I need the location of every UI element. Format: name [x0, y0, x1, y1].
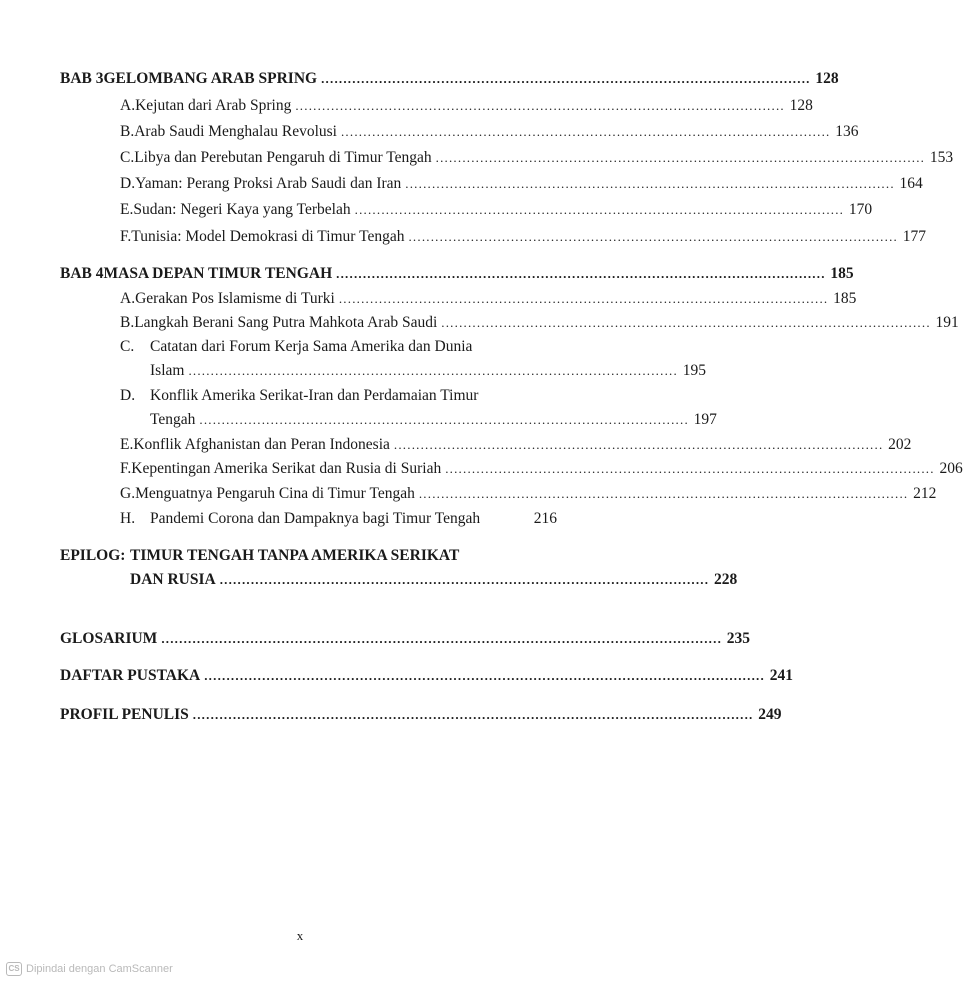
- dot-leader: ..............................................................................................................................: [204, 668, 765, 683]
- dot-leader: ..............................................................................................................................: [161, 631, 723, 646]
- item-title: Pandemi Corona dan Dampaknya bagi Timur Tengah: [150, 510, 481, 527]
- item-title: Kejutan dari Arab Spring: [135, 97, 292, 114]
- item-title-cont: Tengah: [150, 411, 196, 428]
- dot-leader: ..............................................................................................................................: [192, 707, 754, 722]
- item-title: Kepentingan Amerika Serikat dan Rusia di Suriah: [131, 460, 442, 477]
- item-title: Arab Saudi Menghalau Revolusi: [134, 123, 337, 140]
- toc-item[interactable]: [120, 96, 813, 116]
- item-letter: B.: [120, 123, 135, 140]
- item-letter: G.: [120, 485, 136, 502]
- item-letter: A.: [120, 97, 136, 114]
- item-title: Gerakan Pos Islamisme di Turki: [135, 290, 335, 307]
- toc-item-continuation[interactable]: [150, 361, 706, 381]
- chapter-label: BAB 3: [60, 70, 104, 87]
- item-letter: A.: [120, 290, 136, 307]
- toc-item[interactable]: [120, 122, 859, 142]
- page-number: 235: [726, 630, 751, 647]
- page-number: 195: [682, 362, 706, 379]
- glosarium-title: GLOSARIUM: [60, 630, 158, 647]
- daftar-pustaka-title: DAFTAR PUSTAKA: [60, 667, 201, 684]
- dot-leader: ..............................................................................................................: [405, 176, 895, 191]
- item-title: Libya dan Perebutan Pengaruh di Timur Tengah: [134, 149, 432, 166]
- dot-leader: ..............................................................................................................: [336, 266, 826, 281]
- toc-item[interactable]: [120, 227, 926, 247]
- toc-daftar-pustaka[interactable]: [60, 666, 793, 686]
- page-number: 136: [835, 123, 859, 140]
- dot-leader: ..............................................................................................................: [418, 486, 909, 501]
- toc-epilog-continuation[interactable]: [130, 570, 738, 590]
- page-number: 191: [935, 314, 959, 331]
- dot-leader: ..............................................................................................................: [435, 150, 926, 165]
- toc-item[interactable]: [120, 174, 923, 194]
- page-number: 212: [913, 485, 937, 502]
- item-letter: D.: [120, 175, 136, 192]
- page-number: 128: [815, 70, 839, 87]
- epilog-label: EPILOG:: [60, 547, 126, 564]
- toc-item[interactable]: [120, 484, 937, 504]
- dot-leader: ..............................................................................................................: [338, 291, 829, 306]
- item-title-cont: Islam: [150, 362, 185, 379]
- item-title: Menguatnya Pengaruh Cina di Timur Tengah: [135, 485, 415, 502]
- item-letter: B.: [120, 314, 135, 331]
- item-letter: D.: [120, 387, 136, 404]
- dot-leader: ..............................................................................................................: [340, 124, 831, 139]
- chapter-title: GELOMBANG ARAB SPRING: [103, 70, 318, 87]
- dot-leader: ..............................................................................................................: [441, 315, 931, 330]
- dot-leader: ..............................................................................................................: [408, 229, 898, 244]
- camscanner-watermark: [6, 962, 173, 976]
- item-title: Konflik Afghanistan dan Peran Indonesia: [133, 436, 390, 453]
- toc-item[interactable]: [120, 435, 912, 455]
- toc-chapter-bab3[interactable]: [60, 69, 839, 89]
- item-title: Konflik Amerika Serikat-Iran dan Perdamaian Timur: [150, 387, 479, 404]
- page-number: 153: [929, 149, 954, 166]
- footer-page-number: x: [296, 928, 304, 943]
- dot-leader: ..............................................................................................................: [354, 202, 845, 217]
- toc-item[interactable]: [120, 509, 557, 529]
- page-number: 185: [833, 290, 857, 307]
- toc-profil-penulis[interactable]: [60, 705, 782, 725]
- toc-item[interactable]: [120, 289, 857, 309]
- page-number: 216: [533, 510, 557, 527]
- toc-item-continuation[interactable]: [150, 410, 717, 430]
- epilog-title-cont: DAN RUSIA: [130, 571, 216, 588]
- chapter-title: MASA DEPAN TIMUR TENGAH: [103, 265, 333, 282]
- item-title: Yaman: Perang Proksi Arab Saudi dan Iran: [135, 175, 402, 192]
- toc-item[interactable]: [120, 148, 954, 168]
- toc-chapter-bab4[interactable]: [60, 264, 854, 284]
- chapter-label: BAB 4: [60, 265, 104, 282]
- item-letter: E.: [120, 201, 134, 218]
- toc-item[interactable]: [120, 386, 557, 406]
- page-number: 206: [939, 460, 963, 477]
- dot-leader: ..............................................................................................................: [188, 363, 678, 378]
- watermark-text: Dipindai dengan CamScanner: [26, 963, 173, 975]
- dot-leader: ..............................................................................................................: [445, 461, 935, 476]
- page-number: 202: [888, 436, 912, 453]
- item-title: Langkah Berani Sang Putra Mahkota Arab Saudi: [134, 314, 438, 331]
- toc-item[interactable]: [120, 200, 873, 220]
- item-letter: F.: [120, 460, 132, 477]
- item-letter: E.: [120, 436, 134, 453]
- page-number: 185: [830, 265, 854, 282]
- camscanner-logo-icon: CS: [6, 962, 22, 976]
- item-letter: F.: [120, 228, 132, 245]
- page-number: 241: [769, 667, 793, 684]
- toc-item[interactable]: [120, 459, 963, 479]
- page-number: 197: [693, 411, 717, 428]
- dot-leader: ..............................................................................................................: [295, 98, 785, 113]
- item-title: Sudan: Negeri Kaya yang Terbelah: [133, 201, 351, 218]
- page-number: 170: [848, 201, 873, 218]
- toc-item[interactable]: [120, 337, 557, 357]
- page-number: 177: [902, 228, 926, 245]
- toc-epilog[interactable]: [60, 546, 557, 566]
- epilog-title: TIMUR TENGAH TANPA AMERIKA SERIKAT: [130, 547, 460, 564]
- toc-item[interactable]: [120, 313, 959, 333]
- dot-leader: ..............................................................................................................: [219, 572, 710, 587]
- toc-glosarium[interactable]: [60, 629, 751, 649]
- item-letter: C.: [120, 149, 135, 166]
- dot-leader: ..............................................................................................................: [199, 412, 689, 427]
- page-number: 128: [789, 97, 813, 114]
- dot-leader: ..............................................................................................................: [393, 437, 884, 452]
- dot-leader: ..............................................................................................................: [321, 71, 811, 86]
- page-number: 228: [713, 571, 738, 588]
- item-letter: H.: [120, 510, 136, 527]
- page-number: 249: [758, 706, 782, 723]
- item-letter: C.: [120, 338, 135, 355]
- page-number: 164: [899, 175, 923, 192]
- profil-penulis-title: PROFIL PENULIS: [60, 706, 189, 723]
- item-title: Tunisia: Model Demokrasi di Timur Tengah: [131, 228, 405, 245]
- item-title: Catatan dari Forum Kerja Sama Amerika dan Dunia: [150, 338, 473, 355]
